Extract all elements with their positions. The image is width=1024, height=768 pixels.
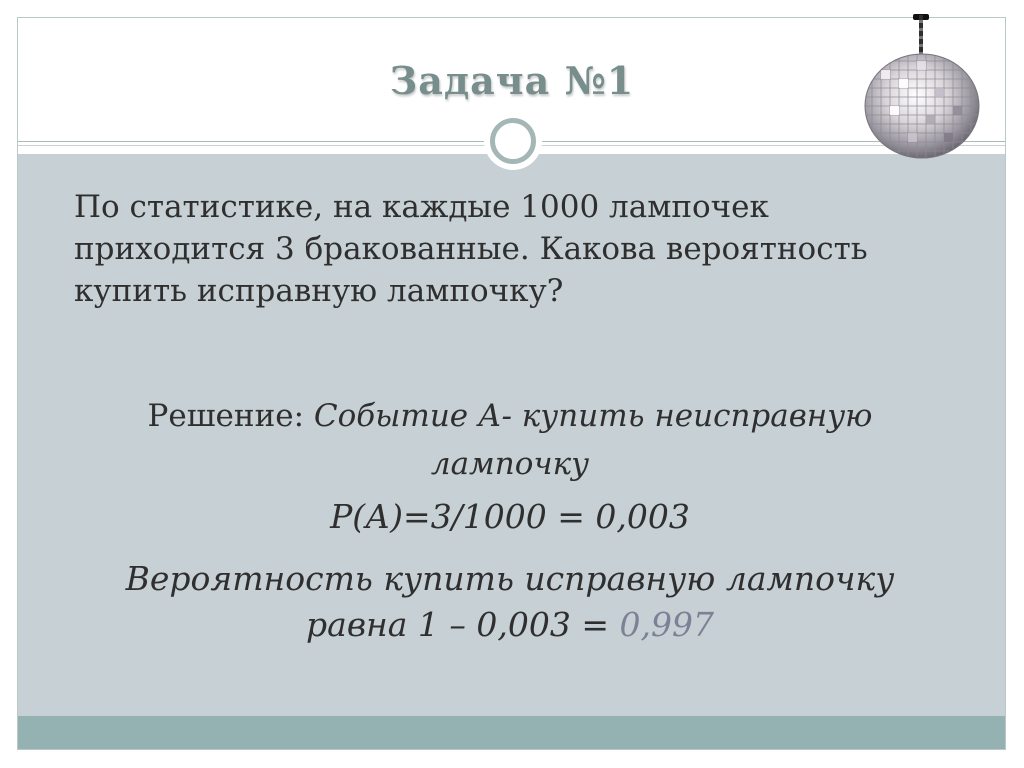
slide-title: Задача №1 bbox=[389, 58, 635, 103]
answer-text: Вероятность купить исправную лампочку равна 1 – 0,003 = bbox=[125, 559, 895, 644]
answer-result: 0,997 bbox=[619, 605, 714, 644]
circle-ring-icon bbox=[490, 118, 536, 164]
problem-text: По статистике, на каждые 1000 лампочек приходится 3 бракованные. Какова вероятность купить исправную лампочку? bbox=[74, 189, 868, 309]
solution-event: Событие А- купить неисправную лампочку bbox=[313, 398, 873, 482]
solution-lead: Решение: bbox=[147, 398, 314, 434]
bottom-band bbox=[18, 716, 1005, 749]
disco-ball-icon bbox=[863, 52, 981, 160]
answer-line bbox=[40, 556, 980, 648]
probability-line: Р(А)=3/1000 = 0,003 bbox=[330, 497, 690, 536]
solution-line bbox=[40, 392, 980, 488]
